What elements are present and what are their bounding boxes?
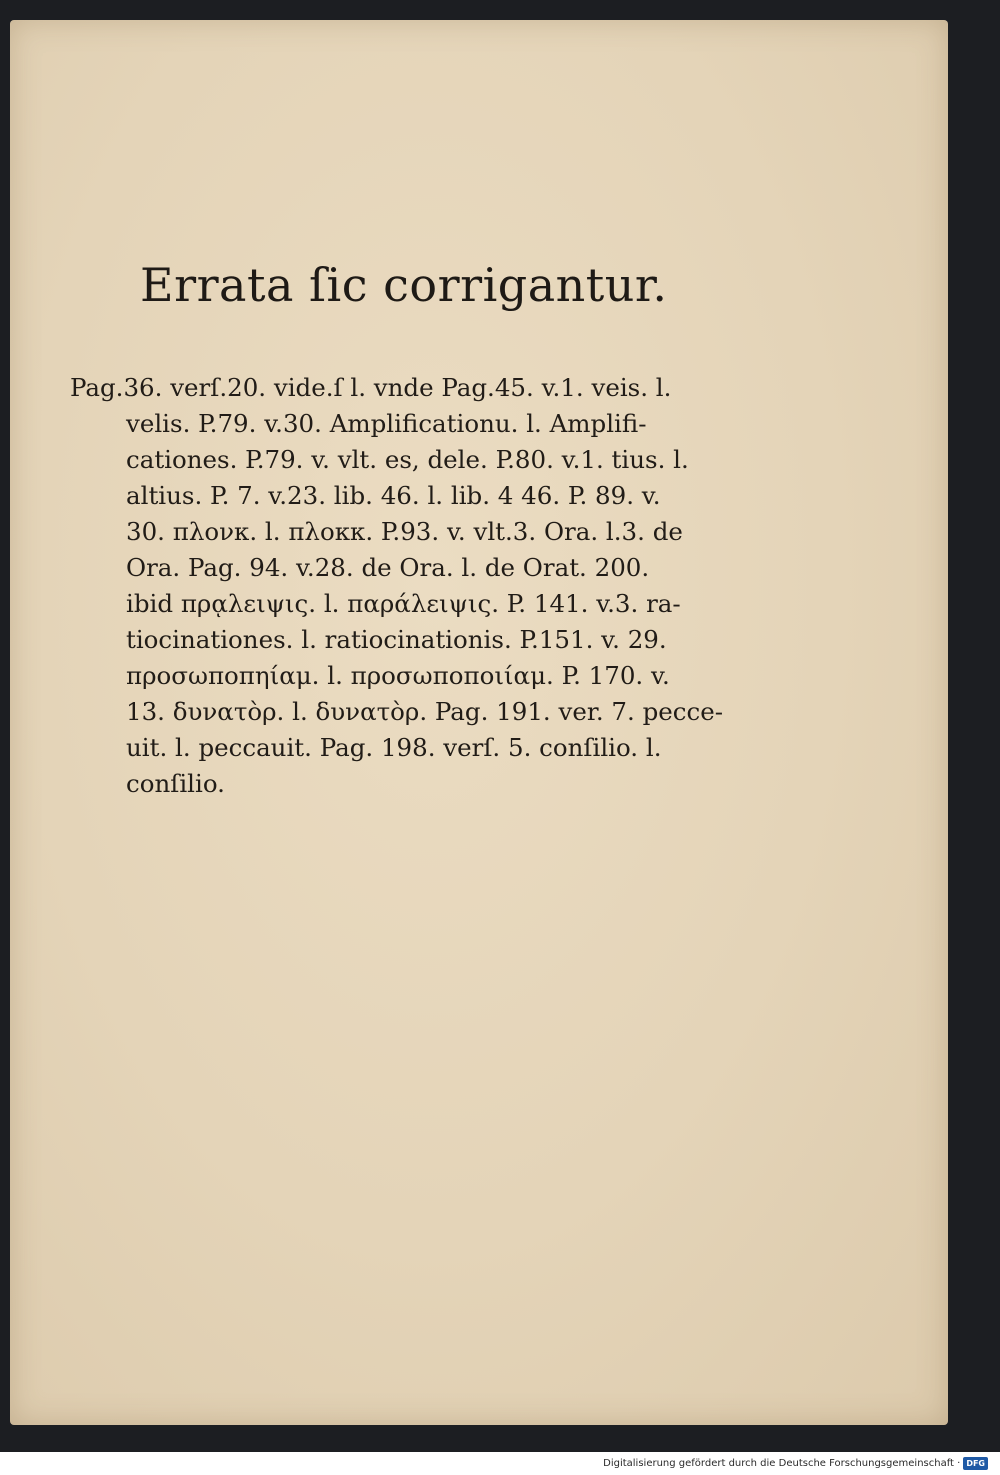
errata-line: 13. δυνατὸρ. l. δυνατὸρ. Pag. 191. ver. 7. pecce- <box>126 697 723 726</box>
errata-heading: Errata ſic corrigantur. <box>140 258 668 312</box>
errata-line: velis. P.79. v.30. Amplificationu. l. Amplifi- <box>126 409 647 438</box>
errata-line: προσωποπηίαμ. l. προσωποποιίαμ. P. 170. v. <box>126 661 670 690</box>
errata-line: Ora. Pag. 94. v.28. de Ora. l. de Orat. 200. <box>126 553 650 582</box>
errata-line: altius. P. 7. v.23. lib. 46. l. lib. 4 46. P. 89. v. <box>126 481 661 510</box>
errata-line: 30. πλονκ. l. πλοκκ. P.93. v. vlt.3. Ora. l.3. de <box>126 517 683 546</box>
errata-text <box>70 370 730 802</box>
dfg-logo-icon: DFG <box>963 1457 988 1470</box>
errata-line: conſilio. <box>126 769 225 798</box>
book-page <box>10 20 948 1425</box>
errata-line: ibid πρᾳλειψις. l. παράλειψις. P. 141. v.3. ra- <box>126 589 681 618</box>
errata-line: uit. l. peccauit. Pag. 198. verſ. 5. conſilio. l. <box>126 733 662 762</box>
errata-line: cationes. P.79. v. vlt. es, dele. P.80. v.1. tius. l. <box>126 445 689 474</box>
errata-line: Pag.36. verſ.20. vide.ſ l. vnde Pag.45. v.1. veis. l. <box>70 373 672 402</box>
credit-text: Digitalisierung gefördert durch die Deutsche Forschungsgemeinschaft · <box>603 1458 961 1469</box>
digitization-credit <box>603 1457 988 1470</box>
errata-line: tiocinationes. l. ratiocinationis. P.151. v. 29. <box>126 625 667 654</box>
